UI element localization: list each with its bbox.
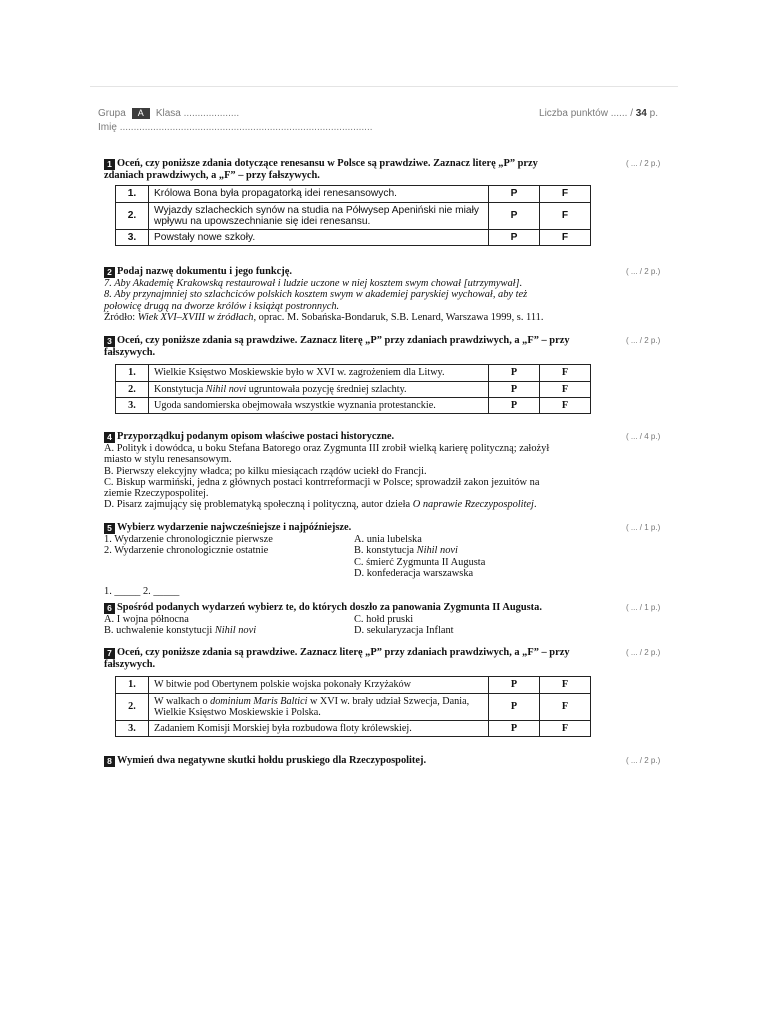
options-right bbox=[354, 614, 604, 637]
table-row bbox=[116, 230, 591, 246]
task-5-title: Wybierz wydarzenie najwcześniejsze i najpóźniejsze. bbox=[117, 522, 352, 533]
false-option[interactable]: F bbox=[540, 365, 591, 381]
row-number: 3. bbox=[116, 721, 149, 737]
source-text-line: 8. Aby przynajmniej sto szlachciców polskich kosztem swym w akademiej paryskiej wychował, aby też bbox=[104, 289, 528, 301]
true-option[interactable]: P bbox=[489, 230, 540, 246]
table-row bbox=[116, 397, 591, 413]
option-b bbox=[354, 545, 604, 556]
group-label: Grupa bbox=[98, 107, 126, 119]
task-number-badge: 8 bbox=[104, 756, 115, 767]
task-number-badge: 4 bbox=[104, 432, 115, 443]
row-number: 1. bbox=[116, 365, 149, 381]
task-5-head bbox=[104, 522, 661, 534]
source-title: Wiek XVI–XVIII w źródłach bbox=[137, 311, 254, 323]
table-row bbox=[116, 186, 591, 202]
source-prefix: Źródło: bbox=[104, 311, 138, 323]
option-d: D. sekularyzacja Inflant bbox=[354, 625, 454, 637]
statement-part: ugruntowała pozycję średniej szlachty. bbox=[246, 383, 407, 395]
description-part: . bbox=[533, 499, 537, 511]
row-statement: Królowa Bona była propagatorką idei renesansowych. bbox=[149, 186, 489, 202]
statement-part: w XVI w. brały udział Szwecja, Dania, bbox=[307, 695, 470, 707]
description-line-d bbox=[104, 499, 670, 510]
true-option[interactable]: P bbox=[489, 721, 540, 737]
statement-part: W walkach o bbox=[154, 695, 211, 707]
row-statement-line-1: Wyjazdy szlacheckich synów na studia na Półwysep Apeniński nie miały bbox=[154, 204, 479, 216]
name-label: Imię bbox=[98, 121, 117, 133]
description-line: A. Polityk i dowódca, u boku Stefana Batorego oraz Zygmunta III zrobił wielką karierę polityczną; założył bbox=[104, 443, 550, 454]
row-number: 2. bbox=[116, 202, 149, 230]
option-c: C. hołd pruski bbox=[354, 614, 414, 625]
top-rule bbox=[90, 86, 678, 87]
option-a: A. I wojna północna bbox=[104, 614, 189, 625]
task-2-head bbox=[104, 266, 661, 278]
points-separator: / bbox=[630, 107, 633, 119]
source-text-line: 7. Aby Akademię Krakowską restaurował i ludzie uczone w niej kosztem swym chował [utrzymywał]. bbox=[104, 278, 523, 289]
statement-italic: Nihil novi bbox=[205, 383, 247, 395]
true-option[interactable]: P bbox=[489, 397, 540, 413]
row-number: 3. bbox=[116, 230, 149, 246]
task-7-table bbox=[115, 676, 591, 737]
true-option[interactable]: P bbox=[489, 365, 540, 381]
task-number-badge: 3 bbox=[104, 336, 115, 347]
answer-column bbox=[354, 534, 604, 579]
true-option[interactable]: P bbox=[489, 693, 540, 721]
false-option[interactable]: F bbox=[540, 721, 591, 737]
task-1-head bbox=[104, 158, 661, 181]
statement-part: Konstytucja bbox=[154, 383, 206, 395]
option-c: C. śmierć Zygmunta II Augusta bbox=[354, 556, 486, 568]
answer-blanks[interactable]: 1. _____ 2. _____ bbox=[104, 586, 180, 598]
task-number-badge: 5 bbox=[104, 523, 115, 534]
points-max: 34 bbox=[635, 107, 647, 119]
true-option[interactable]: P bbox=[489, 186, 540, 202]
row-statement-line-2: wpływu na upowszechnianie się idei renesansu. bbox=[154, 215, 371, 227]
task-7-title-line-2: fałszywych. bbox=[104, 659, 156, 670]
task-3 bbox=[104, 335, 670, 414]
task-2-points: ( ... / 2 p.) bbox=[626, 267, 661, 276]
row-statement: W bitwie pod Obertynem polskie wojska pokonały Krzyżaków bbox=[149, 677, 489, 693]
task-number-badge: 2 bbox=[104, 267, 115, 278]
header-row-2 bbox=[98, 120, 658, 134]
group-badge: A bbox=[132, 108, 150, 119]
option-a: A. unia lubelska bbox=[354, 534, 422, 545]
task-6-options bbox=[104, 614, 670, 637]
row-number: 2. bbox=[116, 381, 149, 397]
row-number: 1. bbox=[116, 186, 149, 202]
task-3-title-line-2: fałszywych. bbox=[104, 347, 156, 358]
row-statement: Ugoda sandomierska obejmowała wszystkie wyznania protestanckie. bbox=[149, 397, 489, 413]
false-option[interactable]: F bbox=[540, 397, 591, 413]
class-field[interactable]: .................... bbox=[183, 107, 240, 119]
task-1-title-line-2: zdaniach prawdziwych, a „F” – przy fałszywych. bbox=[104, 170, 320, 181]
task-6-points: ( ... / 1 p.) bbox=[626, 603, 661, 612]
row-statement bbox=[149, 202, 489, 230]
table-row bbox=[116, 677, 591, 693]
task-8-title: Wymień dwa negatywne skutki hołdu pruskiego dla Rzeczypospolitej. bbox=[117, 755, 427, 766]
header-row-1 bbox=[98, 106, 658, 120]
source-rest: , oprac. M. Sobańska-Bondaruk, S.B. Lenard, Warszawa 1999, s. 111. bbox=[253, 311, 544, 323]
row-statement-line-1 bbox=[154, 696, 483, 707]
task-3-title-line-1: Oceń, czy poniższe zdania są prawdziwe. Zaznacz literę „P” przy zdaniach prawdziwych, a „F” – przy bbox=[117, 335, 570, 346]
option-italic: Nihil novi bbox=[214, 625, 257, 637]
task-2-title: Podaj nazwę dokumentu i jego funkcję. bbox=[117, 266, 292, 277]
task-6-title: Spośród podanych wydarzeń wybierz te, do których doszło za panowania Zygmunta II Augusta. bbox=[117, 602, 542, 613]
false-option[interactable]: F bbox=[540, 677, 591, 693]
row-number: 3. bbox=[116, 397, 149, 413]
task-8 bbox=[104, 755, 670, 767]
option-b bbox=[104, 625, 354, 636]
task-4-points: ( ... / 4 p.) bbox=[626, 432, 661, 441]
points-total bbox=[539, 108, 658, 119]
row-statement-line-2: Wielkie Księstwo Moskiewskie i Polska. bbox=[154, 706, 321, 718]
class-label: Klasa bbox=[155, 107, 181, 119]
row-number: 2. bbox=[116, 693, 149, 721]
row-statement: Wielkie Księstwo Moskiewskie było w XVI w. zagrożeniem dla Litwy. bbox=[149, 365, 489, 381]
task-6-head bbox=[104, 602, 661, 614]
question-line: 2. Wydarzenie chronologicznie ostatnie bbox=[104, 545, 269, 557]
task-7-points: ( ... / 2 p.) bbox=[626, 648, 661, 657]
true-option[interactable]: P bbox=[489, 677, 540, 693]
task-3-table bbox=[115, 364, 591, 414]
task-6 bbox=[104, 602, 670, 637]
points-label: Liczba punktów ...... bbox=[539, 107, 628, 119]
description-line: ziemie Rzeczypospolitej. bbox=[104, 488, 209, 500]
task-1-points: ( ... / 2 p.) bbox=[626, 159, 661, 168]
row-statement: Zadaniem Komisji Morskiej była rozbudowa floty królewskiej. bbox=[149, 721, 489, 737]
true-option[interactable]: P bbox=[489, 381, 540, 397]
task-1-table bbox=[115, 185, 591, 246]
description-line: miasto w stylu renesansowym. bbox=[104, 454, 232, 466]
name-field[interactable]: ........................................................................................... bbox=[119, 121, 373, 133]
description-line: C. Biskup warmiński, jedna z głównych postaci kontrreformacji w Polsce; sprowadził zakon jezuitów na bbox=[104, 476, 540, 488]
question-line: 1. Wydarzenie chronologicznie pierwsze bbox=[104, 534, 273, 545]
task-5-options bbox=[104, 534, 670, 579]
task-number-badge: 7 bbox=[104, 648, 115, 659]
points-unit: p. bbox=[649, 107, 658, 119]
statement-italic: dominium Maris Baltici bbox=[210, 695, 308, 707]
false-option[interactable]: F bbox=[540, 202, 591, 230]
description-line: B. Pierwszy elekcyjny władca; po kilku miesiącach rządów uciekł do Francji. bbox=[104, 465, 427, 477]
task-4-head bbox=[104, 431, 661, 443]
source-text-line: połowicę drugą na dworze królów i książąt postronnych. bbox=[104, 300, 340, 312]
task-4 bbox=[104, 431, 670, 511]
task-3-head bbox=[104, 335, 661, 358]
false-option[interactable]: F bbox=[540, 693, 591, 721]
false-option[interactable]: F bbox=[540, 186, 591, 202]
option-part: B. konstytucja bbox=[354, 545, 417, 557]
option-italic: Nihil novi bbox=[416, 545, 458, 557]
row-statement bbox=[149, 381, 489, 397]
options-left bbox=[104, 614, 354, 637]
worksheet-header bbox=[98, 106, 658, 134]
row-statement bbox=[149, 693, 489, 721]
source-citation bbox=[104, 312, 670, 323]
task-8-points: ( ... / 2 p.) bbox=[626, 756, 661, 765]
table-row bbox=[116, 693, 591, 721]
false-option[interactable]: F bbox=[540, 230, 591, 246]
task-number-badge: 1 bbox=[104, 159, 115, 170]
row-statement: Powstały nowe szkoły. bbox=[149, 230, 489, 246]
task-3-points: ( ... / 2 p.) bbox=[626, 336, 661, 345]
task-2 bbox=[104, 266, 670, 323]
option-d: D. konfederacja warszawska bbox=[354, 567, 474, 579]
option-part: B. uchwalenie konstytucji bbox=[104, 625, 215, 637]
description-part: D. Pisarz zajmujący się problematyką społeczną i polityczną, autor dzieła bbox=[104, 499, 413, 511]
question-column bbox=[104, 534, 354, 579]
task-7-head bbox=[104, 647, 661, 670]
task-1-title-line-1: Oceń, czy poniższe zdania dotyczące renesansu w Polsce są prawdziwe. Zaznacz literę „P” przy bbox=[117, 158, 538, 169]
table-row bbox=[116, 381, 591, 397]
task-4-title: Przyporządkuj podanym opisom właściwe postaci historyczne. bbox=[117, 431, 395, 442]
true-option[interactable]: P bbox=[489, 202, 540, 230]
row-number: 1. bbox=[116, 677, 149, 693]
task-7 bbox=[104, 647, 670, 737]
task-number-badge: 6 bbox=[104, 603, 115, 614]
task-5 bbox=[104, 522, 670, 597]
task-8-head bbox=[104, 755, 661, 767]
task-1 bbox=[104, 158, 670, 246]
task-7-title-line-1: Oceń, czy poniższe zdania są prawdziwe. Zaznacz literę „P” przy zdaniach prawdziwych, a „F” – przy bbox=[117, 647, 570, 658]
table-row bbox=[116, 365, 591, 381]
false-option[interactable]: F bbox=[540, 381, 591, 397]
task-5-points: ( ... / 1 p.) bbox=[626, 523, 661, 532]
description-italic: O naprawie Rzeczypospolitej bbox=[412, 499, 534, 511]
table-row bbox=[116, 721, 591, 737]
table-row bbox=[116, 202, 591, 230]
